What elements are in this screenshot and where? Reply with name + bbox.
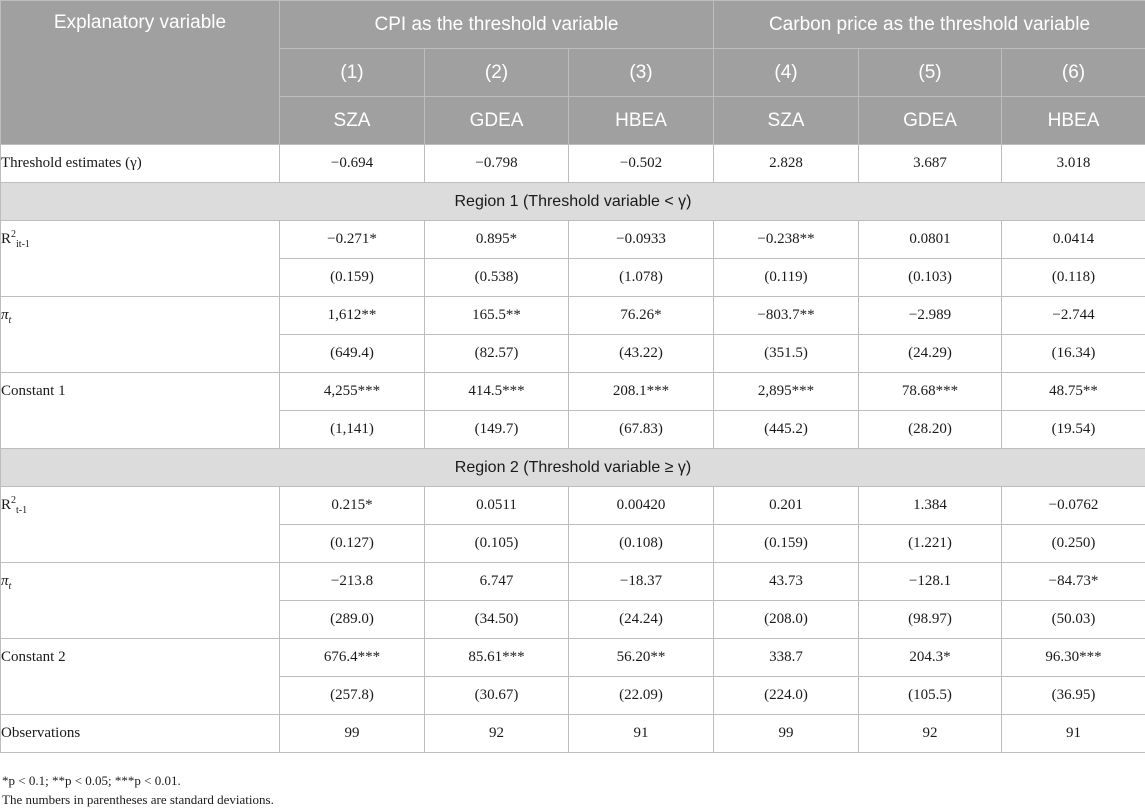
table-cell: (36.95): [1002, 677, 1145, 715]
table-cell: (257.8): [280, 677, 425, 715]
col-number: (3): [569, 49, 714, 97]
table-cell: (1,141): [280, 411, 425, 449]
table-cell: −213.8: [280, 563, 425, 601]
table-cell: (351.5): [714, 335, 859, 373]
col-number: (6): [1002, 49, 1145, 97]
table-cell: 0.00420: [569, 487, 714, 525]
table-cell: (0.108): [569, 525, 714, 563]
table-row: [1, 297, 1145, 335]
table-row: [1, 487, 1145, 525]
table-cell: (0.159): [714, 525, 859, 563]
table-cell: 0.201: [714, 487, 859, 525]
col-name: HBEA: [569, 97, 714, 145]
table-cell: (22.09): [569, 677, 714, 715]
table-cell: 165.5**: [425, 297, 569, 335]
table-cell: 43.73: [714, 563, 859, 601]
table-cell: 96.30***: [1002, 639, 1145, 677]
row-label-r2-lag: [1, 221, 280, 297]
table-cell: −0.271*: [280, 221, 425, 259]
table-cell: (24.29): [859, 335, 1002, 373]
table-cell: 1,612**: [280, 297, 425, 335]
table-cell: 0.0414: [1002, 221, 1145, 259]
table-row: [1, 639, 1145, 677]
table-cell: (0.118): [1002, 259, 1145, 297]
table-cell: −0.502: [569, 145, 714, 183]
table-cell: 204.3*: [859, 639, 1002, 677]
label-base: π: [1, 573, 9, 589]
col-name: HBEA: [1002, 97, 1145, 145]
table-row: [1, 221, 1145, 259]
table-cell: (28.20): [859, 411, 1002, 449]
table-cell: −0.798: [425, 145, 569, 183]
col-name: SZA: [280, 97, 425, 145]
col-name: SZA: [714, 97, 859, 145]
table-cell: 3.018: [1002, 145, 1145, 183]
table-cell: (649.4): [280, 335, 425, 373]
table-cell: (82.57): [425, 335, 569, 373]
table-cell: 56.20**: [569, 639, 714, 677]
table-cell: (50.03): [1002, 601, 1145, 639]
table-row: [1, 145, 1145, 183]
table-cell: 0.0801: [859, 221, 1002, 259]
label-base: R: [1, 497, 12, 513]
table-cell: 4,255***: [280, 373, 425, 411]
table-cell: 91: [1002, 715, 1145, 753]
table-cell: (67.83): [569, 411, 714, 449]
col-number: (4): [714, 49, 859, 97]
table-cell: 0.895*: [425, 221, 569, 259]
table-cell: (98.97): [859, 601, 1002, 639]
region-header-row: [1, 183, 1145, 221]
table-cell: (16.34): [1002, 335, 1145, 373]
table-cell: (43.22): [569, 335, 714, 373]
table-cell: 99: [714, 715, 859, 753]
table-cell: −2.989: [859, 297, 1002, 335]
table-cell: (149.7): [425, 411, 569, 449]
table-row: [1, 715, 1145, 753]
table-cell: −803.7**: [714, 297, 859, 335]
table-cell: −84.73*: [1002, 563, 1145, 601]
row-label-constant-2: Constant 2: [1, 639, 280, 715]
table-cell: 76.26*: [569, 297, 714, 335]
table-cell: −128.1: [859, 563, 1002, 601]
table-cell: −2.744: [1002, 297, 1145, 335]
region-1-title: Region 1 (Threshold variable < γ): [1, 183, 1145, 221]
table-cell: (1.078): [569, 259, 714, 297]
table-row: [1, 373, 1145, 411]
label-sup: 2: [11, 495, 17, 506]
table-cell: −0.0933: [569, 221, 714, 259]
table-cell: 2,895***: [714, 373, 859, 411]
row-label-r2-lag: [1, 487, 280, 563]
table-cell: 2.828: [714, 145, 859, 183]
table-cell: (24.24): [569, 601, 714, 639]
table-cell: (0.103): [859, 259, 1002, 297]
table-cell: (0.538): [425, 259, 569, 297]
table-cell: (105.5): [859, 677, 1002, 715]
table-cell: −0.238**: [714, 221, 859, 259]
col-name: GDEA: [425, 97, 569, 145]
table-cell: −18.37: [569, 563, 714, 601]
table-cell: −0.0762: [1002, 487, 1145, 525]
table-cell: (1.221): [859, 525, 1002, 563]
row-label-observations: Observations: [1, 715, 280, 753]
row-label-pi: [1, 297, 280, 373]
row-label-pi: [1, 563, 280, 639]
region-header-row: [1, 449, 1145, 487]
table-cell: (30.67): [425, 677, 569, 715]
col-name: GDEA: [859, 97, 1002, 145]
significance-note: *p < 0.1; **p < 0.05; ***p < 0.01.: [2, 773, 181, 788]
table-cell: (0.105): [425, 525, 569, 563]
table-cell: −0.694: [280, 145, 425, 183]
table-cell: 6.747: [425, 563, 569, 601]
label-sup: 2: [11, 229, 17, 240]
table-cell: 414.5***: [425, 373, 569, 411]
table-notes: [2, 771, 274, 809]
label-sub: t: [8, 581, 12, 592]
table-cell: 208.1***: [569, 373, 714, 411]
table-cell: (208.0): [714, 601, 859, 639]
table-cell: 3.687: [859, 145, 1002, 183]
row-label-threshold: Threshold estimates (γ): [1, 145, 280, 183]
table-cell: 91: [569, 715, 714, 753]
label-sub: it-1: [16, 239, 30, 250]
table-cell: 48.75**: [1002, 373, 1145, 411]
table-cell: (0.250): [1002, 525, 1145, 563]
col-number: (5): [859, 49, 1002, 97]
table-cell: 78.68***: [859, 373, 1002, 411]
table-cell: (19.54): [1002, 411, 1145, 449]
table-cell: (445.2): [714, 411, 859, 449]
table-row: [1, 563, 1145, 601]
table-cell: (0.127): [280, 525, 425, 563]
table-cell: 92: [425, 715, 569, 753]
table-cell: 99: [280, 715, 425, 753]
label-sub: t: [8, 315, 12, 326]
col-number: (1): [280, 49, 425, 97]
table-cell: 338.7: [714, 639, 859, 677]
region-2-title: Region 2 (Threshold variable ≥ γ): [1, 449, 1145, 487]
row-label-constant-1: Constant 1: [1, 373, 280, 449]
label-sub: t-1: [16, 505, 28, 516]
table-cell: (224.0): [714, 677, 859, 715]
table-cell: 0.0511: [425, 487, 569, 525]
label-base: R: [1, 231, 12, 247]
label-base: π: [1, 307, 9, 323]
table-cell: (0.119): [714, 259, 859, 297]
table-cell: (289.0): [280, 601, 425, 639]
table-cell: 0.215*: [280, 487, 425, 525]
table-cell: (0.159): [280, 259, 425, 297]
table-cell: 676.4***: [280, 639, 425, 677]
header-cpi-group: CPI as the threshold variable: [280, 1, 714, 49]
table-cell: 85.61***: [425, 639, 569, 677]
header-carbon-price-group: Carbon price as the threshold variable: [714, 1, 1145, 49]
table-cell: 1.384: [859, 487, 1002, 525]
table-cell: (34.50): [425, 601, 569, 639]
table-cell: 92: [859, 715, 1002, 753]
col-number: (2): [425, 49, 569, 97]
std-deviation-note: The numbers in parentheses are standard deviations.: [2, 792, 274, 807]
header-explanatory-variable: Explanatory variable: [1, 1, 280, 145]
